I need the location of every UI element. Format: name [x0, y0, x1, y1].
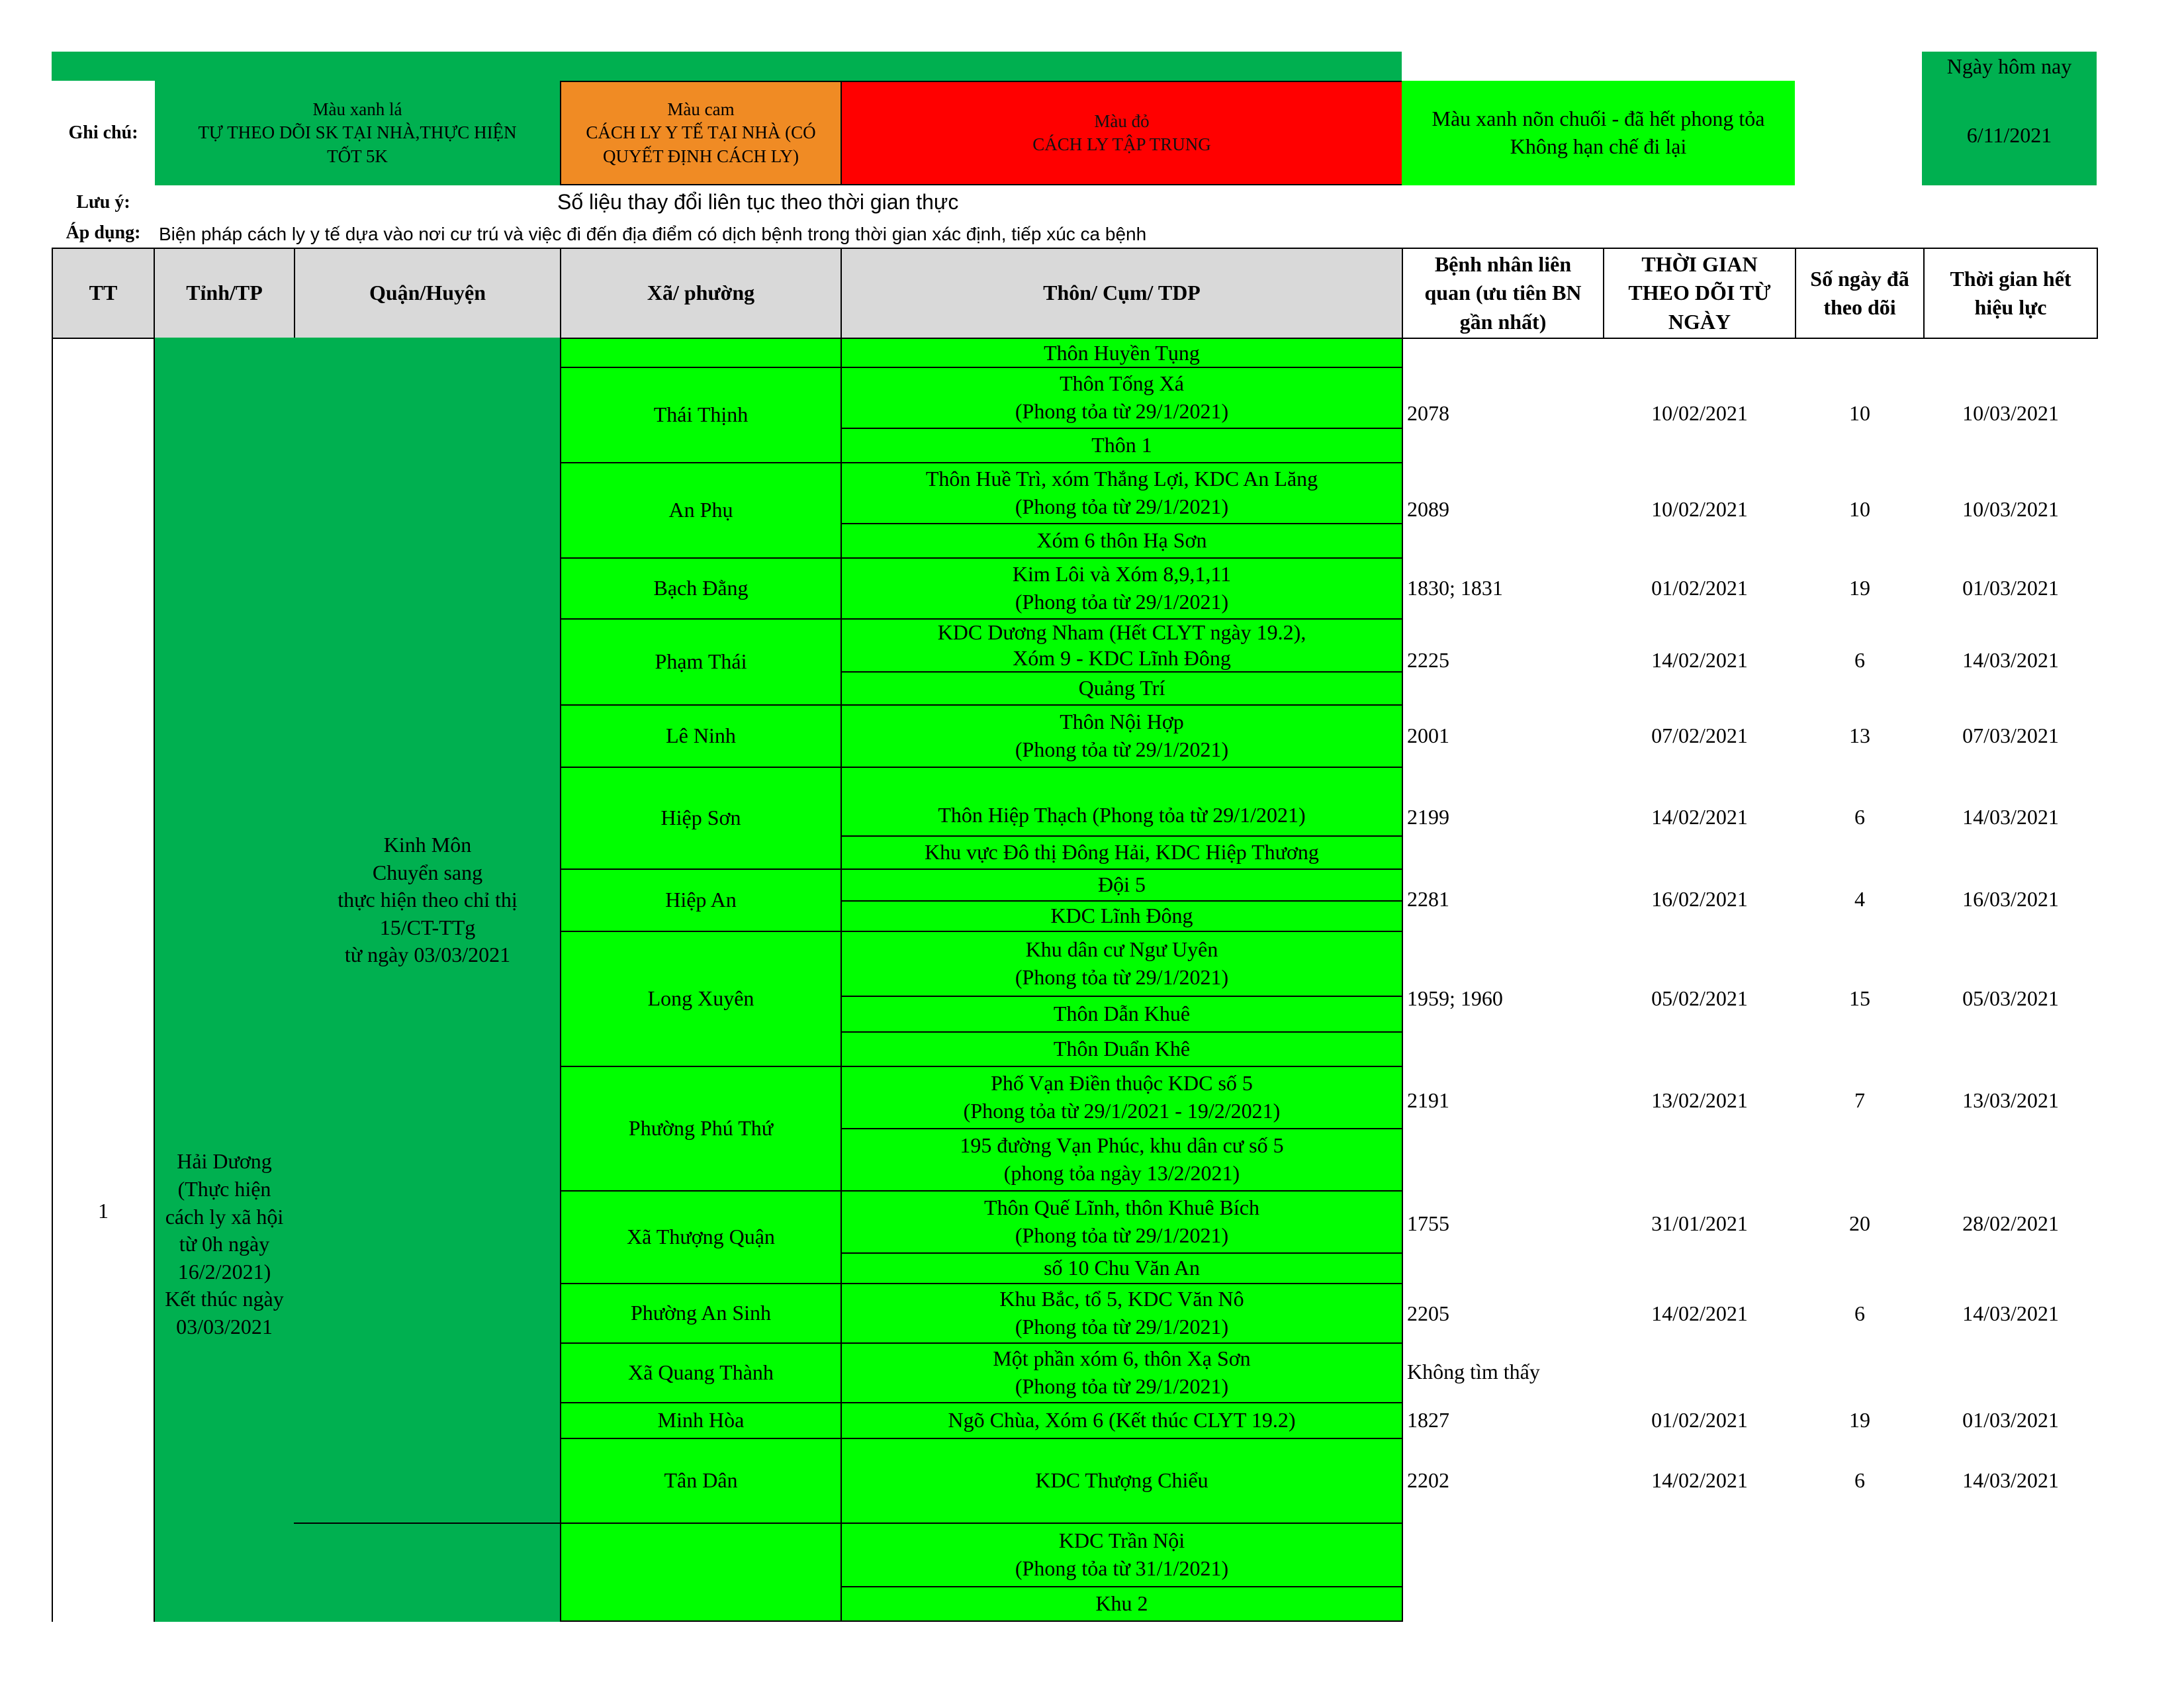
from-date: 14/02/2021 [1651, 1468, 1748, 1493]
from-date: 14/02/2021 [1651, 648, 1748, 673]
village-cell: Khu vực Đô thị Đông Hải, KDC Hiệp Thương [841, 835, 1403, 870]
from-date: 14/02/2021 [1651, 1301, 1748, 1326]
header-tt: TT [52, 248, 155, 339]
days-value: 15 [1849, 986, 1870, 1011]
village-cell: Đội 5 [841, 868, 1403, 902]
patient-value: 1755 [1407, 1211, 1449, 1236]
days-value: 19 [1849, 1408, 1870, 1432]
from-date: 31/01/2021 [1651, 1211, 1748, 1236]
village-cell: 195 đường Vạn Phúc, khu dân cư số 5 (phong tỏa ngày 13/2/2021) [841, 1128, 1403, 1192]
header-village: Thôn/ Cụm/ TDP [841, 248, 1403, 339]
ward-cell: Bạch Đằng [560, 557, 842, 620]
days-value: 6 [1854, 1468, 1865, 1493]
patient-value: 1830; 1831 [1407, 576, 1503, 600]
patient-value: 2205 [1407, 1301, 1449, 1326]
expire-date: 28/02/2021 [1962, 1211, 2059, 1236]
village-cell: Thôn Quế Lĩnh, thôn Khuê Bích (Phong tỏa từ 29/1/2021) [841, 1190, 1403, 1254]
village-cell: Xóm 6 thôn Hạ Sơn [841, 523, 1403, 559]
ward-cell: Xã Thượng Quận [560, 1190, 842, 1284]
legend-red-box: Màu đỏ CÁCH LY TẬP TRUNG [841, 81, 1403, 185]
expire-date: 07/03/2021 [1962, 724, 2059, 748]
row-number: 1 [98, 1199, 109, 1223]
village-cell: KDC Dương Nham (Hết CLYT ngày 19.2), Xóm 9 - KDC Lĩnh Đông [841, 618, 1403, 673]
header-from: THỜI GIAN THEO DÕI TỪ NGÀY [1603, 248, 1796, 339]
ward-cell: Hiệp An [560, 868, 842, 932]
expire-date: 14/03/2021 [1962, 1301, 2059, 1326]
village-cell: Phố Vạn Điền thuộc KDC số 5 (Phong tỏa từ 29/1/2021 - 19/2/2021) [841, 1066, 1403, 1129]
ward-cell: Tân Dân [560, 1438, 842, 1524]
days-value: 7 [1854, 1088, 1865, 1113]
from-date: 10/02/2021 [1651, 401, 1748, 426]
from-date: 05/02/2021 [1651, 986, 1748, 1011]
village-cell: Thôn Hiệp Thạch (Phong tỏa từ 29/1/2021) [841, 767, 1403, 837]
legend-lime-box: Màu xanh nõn chuối - đã hết phong tỏa Không hạn chế đi lại [1402, 81, 1795, 185]
days-value: 13 [1849, 724, 1870, 748]
ward-cell: Thái Thịnh [560, 367, 842, 463]
province-cell-bg [154, 338, 295, 1622]
today-value: 6/11/2021 [1966, 123, 2052, 148]
village-cell: số 10 Chu Văn An [841, 1252, 1403, 1284]
days-value: 10 [1849, 401, 1870, 426]
expire-date: 10/03/2021 [1962, 497, 2059, 522]
legend-orange-box: Màu cam CÁCH LY Y TẾ TẠI NHÀ (CÓ QUYẾT ĐỊNH CÁCH LY) [560, 81, 842, 185]
from-date: 13/02/2021 [1651, 1088, 1748, 1113]
ward-cell: Phường Phú Thứ [560, 1066, 842, 1192]
village-cell: Kim Lôi và Xóm 8,9,1,11 (Phong tỏa từ 29/1/2021) [841, 557, 1403, 620]
header-days: Số ngày đã theo dõi [1795, 248, 1925, 339]
header-patient: Bệnh nhân liên quan (ưu tiên BN gần nhất) [1402, 248, 1604, 339]
village-cell: Ngõ Chùa, Xóm 6 (Kết thúc CLYT 19.2) [841, 1402, 1403, 1439]
district-cell-bg [294, 338, 561, 1622]
ward-cell: Minh Hòa [560, 1402, 842, 1439]
ward-cell: Lê Ninh [560, 704, 842, 768]
village-cell: KDC Thượng Chiểu [841, 1438, 1403, 1524]
district-kinh-mon: Kinh Môn Chuyển sang thực hiện theo chỉ thị 15/CT-TTg từ ngày 03/03/2021 [338, 833, 518, 967]
village-cell: Thôn Huề Trì, xóm Thắng Lợi, KDC An Lăng (Phong tỏa từ 29/1/2021) [841, 462, 1403, 524]
expire-date: 13/03/2021 [1962, 1088, 2059, 1113]
expire-date: 14/03/2021 [1962, 805, 2059, 829]
ward-cell-blank-bottom [560, 1523, 842, 1622]
ap-dung-label: Áp dụng: [66, 222, 141, 243]
ward-cell-blank-top [560, 338, 842, 368]
header-ward: Xã/ phường [560, 248, 842, 339]
from-date: 07/02/2021 [1651, 724, 1748, 748]
header-expire: Thời gian hết hiệu lực [1923, 248, 2098, 339]
village-cell: Thôn Tống Xá (Phong tỏa từ 29/1/2021) [841, 367, 1403, 429]
days-value: 6 [1854, 648, 1865, 673]
from-date: 16/02/2021 [1651, 887, 1748, 912]
ward-cell: An Phụ [560, 462, 842, 559]
village-cell: Quảng Trí [841, 671, 1403, 706]
village-cell: Thôn 1 [841, 428, 1403, 463]
village-cell: KDC Lĩnh Đông [841, 900, 1403, 932]
luu-y-text: Số liệu thay đổi liên tục theo thời gian thực [557, 190, 959, 214]
patient-value: 1827 [1407, 1408, 1449, 1432]
from-date: 01/02/2021 [1651, 576, 1748, 600]
expire-date: 10/03/2021 [1962, 401, 2059, 426]
legend-top-bar [52, 52, 1402, 81]
luu-y-label: Lưu ý: [76, 191, 130, 212]
village-cell: Thôn Huyền Tụng [841, 338, 1403, 368]
village-cell: Thôn Duẩn Khê [841, 1031, 1403, 1067]
patient-value: 2089 [1407, 497, 1449, 522]
patient-value: 2281 [1407, 887, 1449, 912]
patient-value: 2078 [1407, 401, 1449, 426]
patient-value: 2191 [1407, 1088, 1449, 1113]
patient-value: 2199 [1407, 805, 1449, 829]
ward-cell: Long Xuyên [560, 931, 842, 1067]
village-cell: Khu Bắc, tổ 5, KDC Văn Nô (Phong tỏa từ 29/1/2021) [841, 1283, 1403, 1344]
ward-cell: Xã Quang Thành [560, 1342, 842, 1403]
province-cell: Hải Dương (Thực hiện cách ly xã hội từ 0h ngày 16/2/2021) Kết thúc ngày 03/03/2021 [165, 1149, 284, 1338]
patient-value: Không tìm thấy [1407, 1360, 1540, 1384]
from-date: 10/02/2021 [1651, 497, 1748, 522]
legend-green-box: Màu xanh lá TỰ THEO DÕI SK TẠI NHÀ,THỰC HIỆN TỐT 5K [155, 81, 560, 185]
header-district: Quận/Huyện [294, 248, 561, 339]
tt-column-border [52, 338, 53, 1622]
village-cell: KDC Trần Nội (Phong tỏa từ 31/1/2021) [841, 1523, 1403, 1587]
header-province: Tỉnh/TP [154, 248, 295, 339]
village-cell: Khu 2 [841, 1586, 1403, 1622]
expire-date: 14/03/2021 [1962, 648, 2059, 673]
note-label: Ghi chú: [68, 122, 138, 143]
days-value: 4 [1854, 887, 1865, 912]
district-divider [294, 1523, 561, 1524]
from-date: 14/02/2021 [1651, 805, 1748, 829]
patient-value: 2202 [1407, 1468, 1449, 1493]
village-cell: Khu dân cư Ngư Uyên (Phong tỏa từ 29/1/2021) [841, 931, 1403, 997]
expire-date: 05/03/2021 [1962, 986, 2059, 1011]
expire-date: 01/03/2021 [1962, 1408, 2059, 1432]
today-label: Ngày hôm nay [1946, 54, 2072, 79]
ap-dung-text: Biện pháp cách ly y tế dựa vào nơi cư trú và việc đi đến địa điểm có dịch bệnh trong thời gian xác định, tiếp xúc ca bệnh [159, 224, 1147, 244]
village-cell: Thôn Nội Hợp (Phong tỏa từ 29/1/2021) [841, 704, 1403, 768]
days-value: 6 [1854, 805, 1865, 829]
ward-cell: Phạm Thái [560, 618, 842, 706]
expire-date: 16/03/2021 [1962, 887, 2059, 912]
ward-cell: Phường An Sinh [560, 1283, 842, 1344]
patient-value: 2001 [1407, 724, 1449, 748]
patient-value: 1959; 1960 [1407, 986, 1503, 1011]
expire-date: 14/03/2021 [1962, 1468, 2059, 1493]
village-cell: Một phần xóm 6, thôn Xạ Sơn (Phong tỏa từ 29/1/2021) [841, 1342, 1403, 1403]
days-value: 19 [1849, 576, 1870, 600]
ward-cell: Hiệp Sơn [560, 767, 842, 870]
days-value: 6 [1854, 1301, 1865, 1326]
patient-value: 2225 [1407, 648, 1449, 673]
days-value: 10 [1849, 497, 1870, 522]
village-cell: Thôn Dẫn Khuê [841, 996, 1403, 1033]
expire-date: 01/03/2021 [1962, 576, 2059, 600]
from-date: 01/02/2021 [1651, 1408, 1748, 1432]
days-value: 20 [1849, 1211, 1870, 1236]
